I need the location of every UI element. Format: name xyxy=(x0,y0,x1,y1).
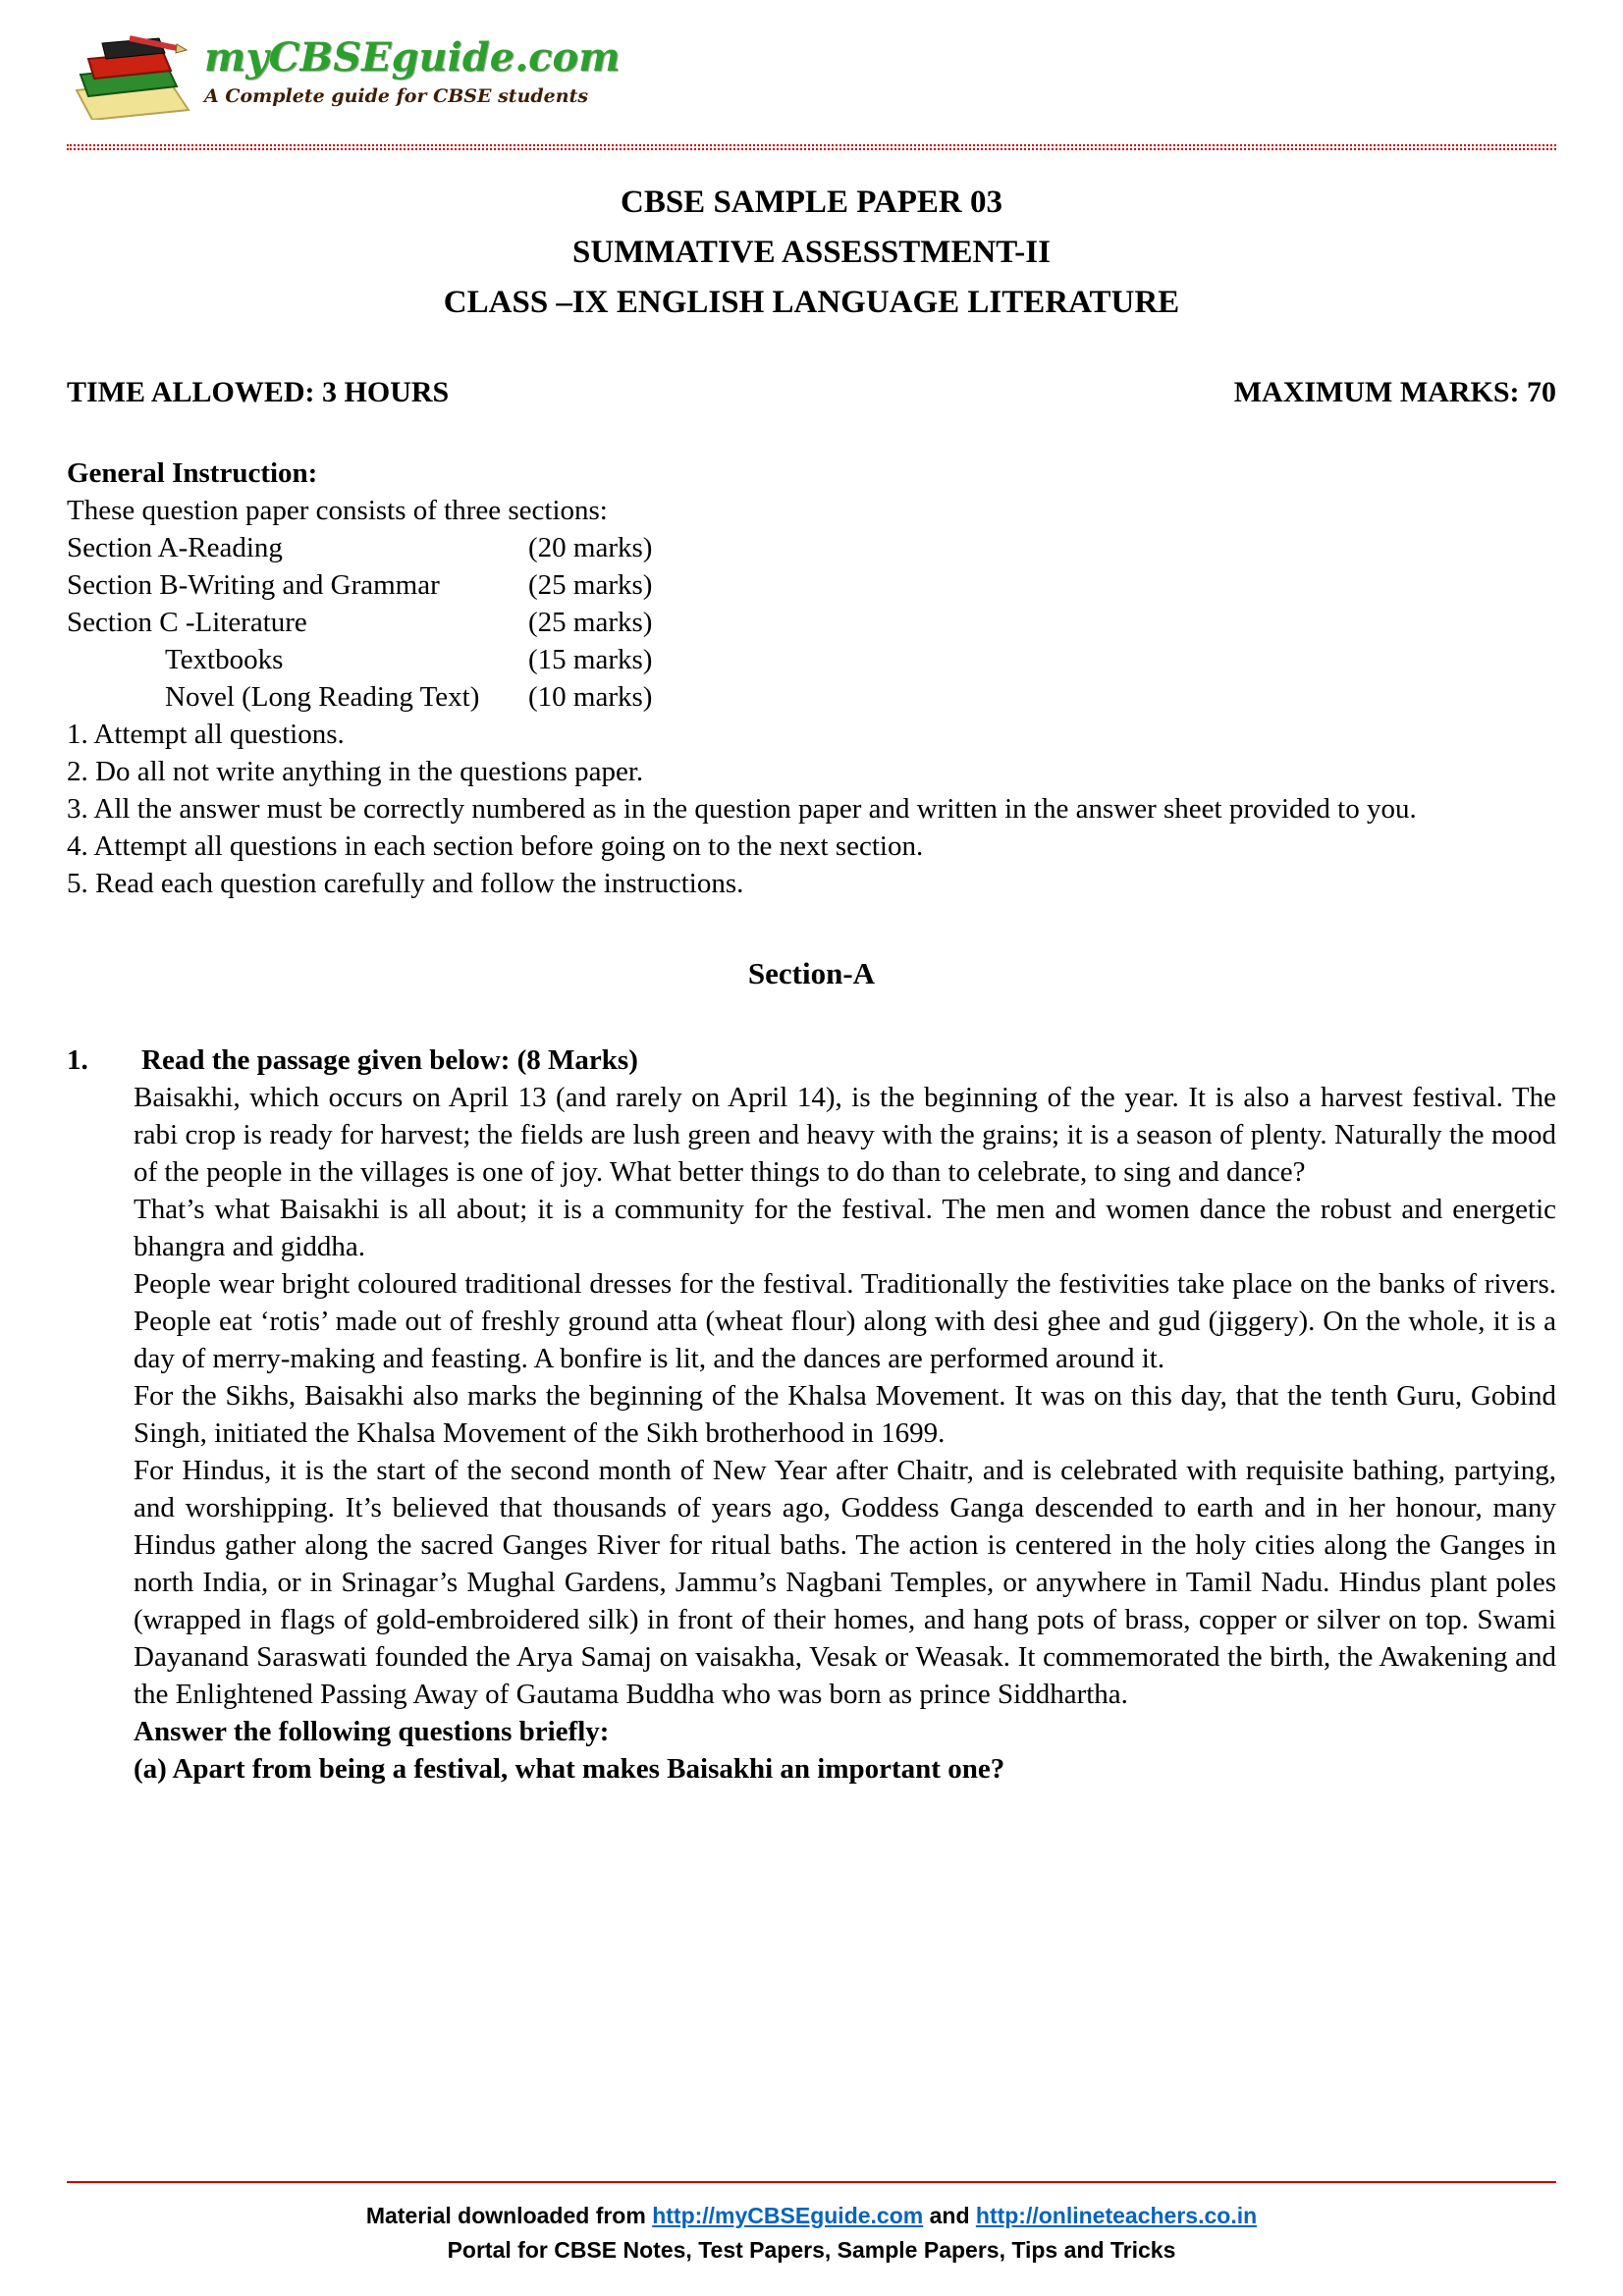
logo xyxy=(75,35,1556,131)
meta-row xyxy=(67,373,1556,411)
section-a-title: Section-A xyxy=(747,955,876,990)
time-allowed: TIME ALLOWED: 3 HOURS xyxy=(67,376,450,409)
question-number: 1. xyxy=(67,1044,88,1077)
section-marks-row xyxy=(67,642,1556,679)
footer-line1 xyxy=(67,2199,1556,2234)
reading-passage xyxy=(134,1080,1556,1789)
section-label: Section C -Literature xyxy=(67,606,307,638)
paper-title-line1: CBSE SAMPLE PAPER 03 xyxy=(620,184,1002,220)
section-marks-row xyxy=(67,605,1556,642)
books-icon xyxy=(75,35,190,131)
question-title: Read the passage given below: (8 Marks) xyxy=(141,1044,638,1077)
header-dotted-rule xyxy=(67,144,1556,150)
paper-title-line2: SUMMATIVE ASSESSTMENT-II xyxy=(572,235,1051,271)
instruction-item: 1. Attempt all questions. xyxy=(67,718,345,750)
section-label: Textbooks xyxy=(165,643,284,675)
logo-tagline: A Complete guide for CBSE students xyxy=(204,85,589,107)
section-label: Section A-Reading xyxy=(67,531,283,563)
passage-paragraph: For Hindus, it is the start of the second month of New Year after Chaitr, and is celebrated with requisite bathing, partying, and worshipping. It’s believed that thousands of years ago, Goddess Ganga descended to earth and in her honour, many Hindus gather along the sacred Ganges River for ritual baths. The action is centered in the holy cities along the Ganges in north India, or in Srinagar’s Mughal Gardens, Jammu’s Nagbani Temples, or anywhere in Tamil Nadu. Hindus plant poles (wrapped in flags of gold-embroidered silk) in front of their homes, and hang pots of brass, copper or silver on top. Swami Dayanand Saraswati founded the Arya Samaj on vaisakha, Vesak or Weasak. It commemorated the birth, the Awakening and the Enlightened Passing Away of Gautama Buddha who was born as prince Siddhartha. xyxy=(134,1454,1556,1710)
question-1-heading xyxy=(67,1042,1556,1080)
footer-link-mycbseguide[interactable]: http://myCBSEguide.com xyxy=(652,2202,924,2228)
maximum-marks: MAXIMUM MARKS: 70 xyxy=(1233,376,1556,409)
general-instructions xyxy=(67,455,1556,903)
logo-title: myCBSEguide.com xyxy=(204,34,621,80)
section-marks: (15 marks) xyxy=(528,643,653,675)
footer-link-onlineteachers[interactable]: http://onlineteachers.co.in xyxy=(975,2202,1258,2228)
sub-question-a: (a) Apart from being a festival, what makes Baisakhi an important one? xyxy=(134,1752,1005,1785)
footer-text-prefix: Material downloaded from xyxy=(365,2202,653,2228)
footer-text-and: and xyxy=(923,2202,976,2228)
section-label: Section B-Writing and Grammar xyxy=(67,568,440,601)
passage-paragraph: That’s what Baisakhi is all about; it is a community for the festival. The men and women dance the robust and energetic bhangra and giddha. xyxy=(134,1194,1556,1263)
section-label: Novel (Long Reading Text) xyxy=(165,680,480,713)
question-1 xyxy=(67,1042,1556,1789)
paper-title xyxy=(67,178,1556,328)
passage-paragraph: Baisakhi, which occurs on April 13 (and rarely on April 14), is the beginning of the year. It is also a harvest festival. The rabi crop is ready for harvest; the fields are lush green and heavy with the grains; it is a season of plenty. Naturally the mood of the people in the villages is one of joy. What better things to do than to celebrate, to sing and dance? xyxy=(134,1082,1556,1189)
instruction-item: 4. Attempt all questions in each section before going on to the next section. xyxy=(67,829,924,862)
section-marks: (20 marks) xyxy=(528,531,653,563)
section-marks-row xyxy=(67,530,1556,567)
logo-text xyxy=(204,35,621,109)
paper-title-line3: CLASS –IX ENGLISH LANGUAGE LITERATURE xyxy=(443,285,1180,321)
instructions-heading: General Instruction: xyxy=(67,456,318,489)
passage-paragraph: People wear bright coloured traditional dresses for the festival. Traditionally the festivities take place on the banks of rivers. People eat ‘rotis’ made out of freshly ground atta (wheat flour) along with desi ghee and gud (jiggery). On the whole, it is a day of merry-making and feasting. A bonfire is lit, and the dances are performed around it. xyxy=(134,1268,1556,1374)
section-marks-row xyxy=(67,679,1556,717)
instructions-intro: These question paper consists of three sections: xyxy=(67,494,608,526)
section-marks: (25 marks) xyxy=(528,568,653,601)
section-marks-row xyxy=(67,567,1556,605)
instruction-item: 5. Read each question carefully and follow the instructions. xyxy=(67,867,744,899)
passage-paragraph: For the Sikhs, Baisakhi also marks the beginning of the Khalsa Movement. It was on this day, that the tenth Guru, Gobind Singh, initiated the Khalsa Movement of the Sikh brotherhood in 1699. xyxy=(134,1379,1556,1449)
instruction-item: 2. Do all not write anything in the questions paper. xyxy=(67,755,644,787)
instruction-item: 3. All the answer must be correctly numbered as in the question paper and written in the answer sheet provided to you. xyxy=(67,792,1417,825)
numbered-instructions xyxy=(67,717,1556,903)
footer-line2: Portal for CBSE Notes, Test Papers, Sample Papers, Tips and Tricks xyxy=(447,2237,1176,2264)
footer xyxy=(67,2181,1556,2269)
answer-questions-heading: Answer the following questions briefly: xyxy=(134,1715,610,1747)
section-marks: (25 marks) xyxy=(528,606,653,638)
section-marks: (10 marks) xyxy=(528,680,653,713)
